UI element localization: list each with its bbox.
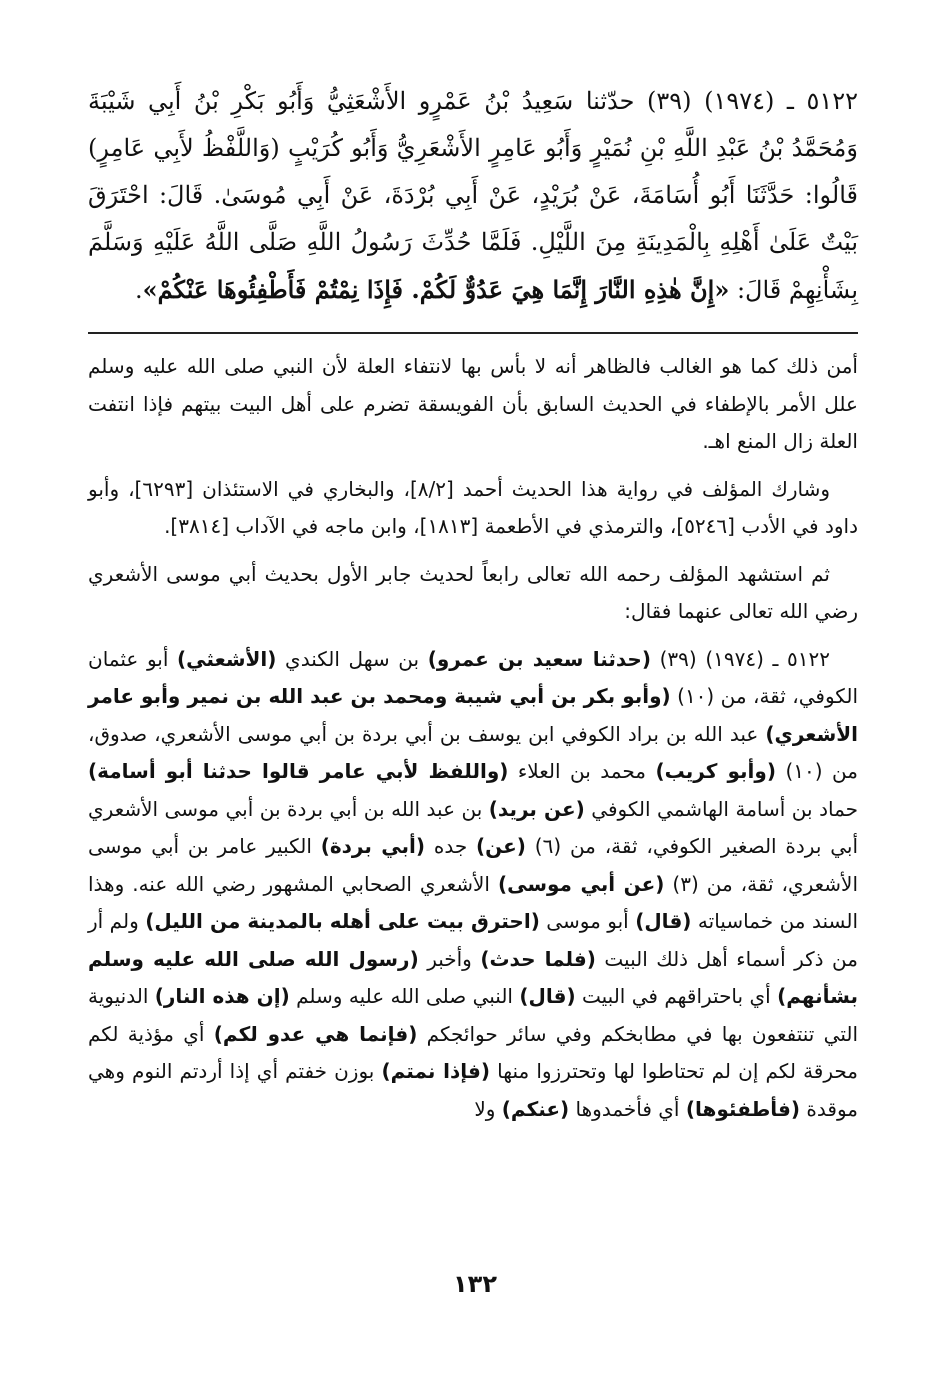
text-run: الأشعري الصحابي المشهور رضي الله عنه. وهذا السند من خماسياته [88, 871, 858, 933]
bold-run: (احترق بيت على أهله بالمدينة من الليل) [145, 909, 540, 933]
bold-run: (أبي بردة) [320, 834, 426, 858]
bold-run: (فإذا نمتم) [381, 1059, 490, 1083]
text-run: الكبير عامر بن أبي موسى الأشعري، ثقة، من (٣) [88, 834, 858, 896]
bold-run: (عن) [476, 834, 526, 858]
bold-run: (عن أبي موسى) [497, 871, 665, 896]
bold-run: (عن بريد) [488, 796, 585, 821]
text-run: عبد الله بن براد الكوفي ابن يوسف بن أبي بردة بن أبي موسى الأشعري، صدوق، من (١٠) [88, 721, 858, 783]
bold-run: (وأبو بكر بن أبي شيبة ومحمد بن عبد الله بن نمير وأبو عامر الأشعري) [88, 684, 858, 746]
text-run: أبو عثمان الكوفي، ثقة، من (١٠) [88, 646, 858, 708]
text-run: أي مؤذية لكم محرقة لكم إن لم تحتاطوا لها وتحترزوا منها [88, 1021, 859, 1083]
section-divider [88, 332, 858, 334]
text-run: حماد بن أسامة الهاشمي الكوفي [584, 796, 858, 821]
page-body [88, 78, 858, 1138]
bold-run: (قال) [519, 984, 576, 1008]
text-run: الدنيوية التي تنتفعون بها في مطابخكم وفي سائر حوائجكم [88, 984, 858, 1046]
commentary-paragraph-1: أمن ذلك كما هو الغالب فالظاهر أنه لا بأس بها لانتفاء العلة لأن النبي صلى الله عليه وسلم علل الأمر بالإطفاء في الحديث السابق بأن الفويسقة تضرم على أهل البيت بيتهم فإذا انتفت العلة زال المنع اهـ. [88, 354, 858, 453]
hadith-quote: «إِنَّ هٰذِهِ النَّارَ إِنَّمَا هِيَ عَدُوٌّ لَكُمْ. فَإِذَا نِمْتُمْ فَأَطْفِئُوهَا عَنْكُمْ» [142, 275, 730, 304]
bold-run: (رسول الله صلى الله عليه وسلم بشأنهم) [88, 946, 858, 1008]
text-run: محمد بن العلاء [508, 759, 656, 783]
bold-run: (الأشعثي) [177, 646, 277, 671]
bold-run: (قال) [635, 909, 692, 933]
bold-run: (فإنما هي عدو لكم) [213, 1021, 418, 1046]
text-run: بوزن خفتم أي إذا أردتم النوم وهي موقدة [88, 1059, 858, 1121]
text-run: بن عبد الله بن أبي بردة بن أبي موسى الأشعري أبي بردة الصغير الكوفي، ثقة، من (٦) [88, 796, 859, 858]
text-run: أي باحتراقهم في البيت [575, 984, 778, 1008]
text-run: أي فأخمدوها [569, 1096, 686, 1121]
bold-run: (وأبو كريب) [655, 759, 776, 783]
bold-run: (حدثنا سعيد بن عمرو) [427, 646, 651, 671]
commentary-paragraph-3: ثم استشهد المؤلف رحمه الله تعالى رابعاً لحديث جابر الأول بحديث أبي موسى الأشعري رضي الله تعالى عنهما فقال: [88, 561, 858, 623]
commentary [88, 348, 858, 1128]
hadith-end: . [134, 276, 143, 304]
bold-run: (عنكم) [501, 1096, 570, 1121]
hadith-text [88, 78, 858, 314]
text-run: جده [425, 834, 476, 858]
text-run: النبي صلى الله عليه وسلم [289, 984, 520, 1008]
commentary-paragraph-2: وشارك المؤلف في رواية هذا الحديث أحمد [٨/٢]، والبخاري في الاستئذان [٦٢٩٣]، وأبو داود في الأدب [٥٢٤٦]، والترمذي في الأطعمة [١٨١٣]، وابن ماجه في الآداب [٣٨١٤]. [88, 476, 858, 538]
hadith-chain: ٥١٢٢ ـ (١٩٧٤) (٣٩) حدّثنا سَعِيدُ بْنُ عَمْرٍو الأَشْعَثِيُّ وَأَبُو بَكْرِ بْنُ أَبِي شَيْبَةَ وَمُحَمَّدُ بْنُ عَبْدِ اللَّهِ بْنِ نُمَيْرٍ وَأَبُو عَامِرٍ الأَشْعَرِيُّ وَأَبُو كُرَيْبٍ (وَاللَّفْظُ لأَبِي عَامِرٍ) قَالُوا: حَدَّثَنَا أَبُو أُسَامَةَ، عَنْ بُرَيْدٍ، عَنْ أَبِي بُرْدَةَ، عَنْ أَبِي مُوسَىٰ. قَالَ: احْتَرَقَ بَيْتٌ عَلَىٰ أَهْلِهِ بِالْمَدِينَةِ مِنَ اللَّيْلِ. فَلَمَّا حُدِّثَ رَسُولُ اللَّهِ صَلَّى اللَّهُ عَلَيْهِ وَسَلَّمَ بِشَأْنِهِمْ قَالَ: [88, 87, 859, 304]
bold-run: (إن هذه النار) [154, 984, 290, 1008]
text-run: ٥١٢٢ ـ (١٩٧٤) (٣٩) [650, 646, 830, 671]
text-run: ولم أر من ذكر أسماء أهل ذلك البيت [88, 909, 858, 971]
text-run: ولا [474, 1096, 502, 1121]
text-run: أبو موسى [539, 909, 636, 933]
bold-run: (فأطفئوها) [685, 1096, 801, 1121]
page-number: ١٣٢ [453, 1270, 497, 1298]
bold-run: (واللفظ لأبي عامر قالوا حدثنا أبو أسامة) [88, 759, 509, 783]
bold-run: (فلما حدث) [480, 946, 596, 971]
text-run: وأخبر [418, 946, 481, 971]
commentary-paragraph-4 [88, 641, 858, 1129]
text-run: بن سهل الكندي [276, 646, 428, 671]
